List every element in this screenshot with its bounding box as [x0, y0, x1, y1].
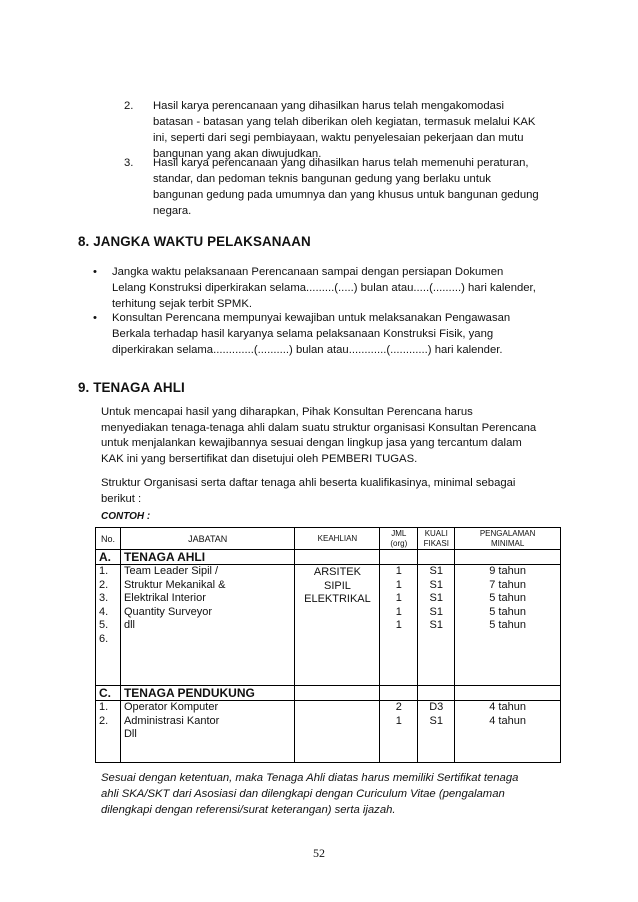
pengalaman-value: 9 tahun: [489, 565, 526, 577]
jabatan-item: Quantity Surveyor: [123, 605, 212, 618]
jml-value: 2: [395, 701, 402, 713]
row-number: 2.: [99, 578, 109, 591]
section-8-bullet: [93, 310, 563, 360]
header-line: MINIMAL: [490, 538, 525, 548]
header-jabatan: JABATAN: [120, 528, 295, 550]
tenaga-ahli-table: [95, 527, 561, 763]
page-number: 52: [313, 846, 325, 860]
kualifikasi-value: S1: [429, 565, 443, 577]
text-line: Sesuai dengan ketentuan, maka Tenaga Ahli diatas harus memiliki Sertifikat tenaga: [101, 772, 519, 784]
intro-item-3: [124, 155, 562, 221]
text-line: bangunan yang akan diwujudkan.: [153, 148, 322, 160]
intro-item-text: [153, 155, 562, 219]
text-line: bangunan gedung pada umumnya dan yang khusus untuk bangunan gedung: [153, 189, 539, 201]
text-line: Struktur Organisasi serta daftar tenaga ahli beserta kualifikasinya, minimal sebagai: [101, 477, 516, 489]
row-number: 2.: [99, 714, 109, 727]
jml-value: 1: [395, 605, 402, 618]
text-line: diperkirakan selama.............(..........) bulan atau............(............) hari kalender.: [112, 344, 503, 356]
section-c-label: C.: [96, 686, 121, 701]
text-line: Hasil karya perencanaan yang dihasilkan harus telah memenuhi peraturan,: [153, 157, 529, 169]
section-c-title: TENAGA PENDUKUNG: [120, 686, 295, 701]
row-number: 5.: [99, 619, 109, 631]
row-number: 1.: [99, 701, 109, 713]
text-line: Konsultan Perencana mempunyai kewajiban untuk melaksanakan Pengawasan: [112, 312, 511, 324]
closing-paragraph: [101, 770, 563, 818]
table-header-row: [96, 528, 561, 550]
text-line: batasan - batasan yang telah diberikan oleh kegiatan, termasuk melalui KAK: [153, 116, 536, 128]
section-8-bullet: [93, 264, 563, 314]
text-line: menyediakan tenaga-tenaga ahli dalam suatu struktur organisasi Konsultan Perencana: [101, 421, 537, 434]
section-9-paragraph-1: [101, 405, 563, 467]
text-line: terhitung sejak terbit SPMK.: [112, 298, 253, 310]
section-c-body-row: [96, 701, 561, 763]
jabatan-item: Dll: [123, 728, 137, 740]
text-line: ini, seperti dari segi pembiayaan, waktu penyelesaian pekerjaan dan mutu: [153, 132, 524, 144]
kualifikasi-value: D3: [429, 701, 444, 713]
header-line: KUALI: [424, 528, 448, 538]
header-keahlian: KEAHLIAN: [295, 528, 380, 550]
text-line: berikut :: [101, 492, 142, 505]
pengalaman-value: 5 tahun: [489, 605, 526, 618]
empty-cell: [295, 550, 380, 565]
text-line: Berkala terhadap hasil karyanya selama pelaksanaan Konstruksi Fisik, yang: [112, 328, 494, 340]
empty-cell: [295, 686, 380, 701]
text-line: dilengkapi dengan referensi/surat keterangan) serta ijazah.: [101, 804, 396, 816]
kualifikasi-value: S1: [429, 619, 443, 631]
pengalaman-value: 5 tahun: [489, 592, 526, 604]
bullet-text: [112, 310, 563, 358]
text-line: ahli SKA/SKT dari Asosiasi dan dilengkapi dengan Curiculum Vitae (pengalaman: [101, 788, 505, 800]
c-no-cell: [96, 701, 121, 763]
empty-cell: [455, 550, 561, 565]
jabatan-item: Team Leader Sipil /: [123, 565, 219, 577]
c-jml-cell: [380, 701, 418, 763]
kualifikasi-value: S1: [429, 714, 443, 727]
empty-cell: [455, 686, 561, 701]
text-line: negara.: [153, 205, 192, 217]
jabatan-item: Administrasi Kantor: [123, 714, 220, 727]
header-pengalaman: [455, 528, 561, 550]
pengalaman-value: 7 tahun: [489, 578, 526, 591]
bullet-dot: •: [93, 266, 97, 278]
jabatan-item: Elektrikal Interior: [123, 592, 206, 604]
c-keahlian-cell: [295, 701, 380, 763]
jml-value: 1: [395, 578, 402, 591]
jabatan-item: Struktur Mekanikal &: [123, 578, 226, 591]
text-line: Hasil karya perencanaan yang dihasilkan harus telah mengakomodasi: [153, 100, 505, 112]
a-keahlian-cell: [295, 565, 380, 686]
c-pengalaman-cell: [455, 701, 561, 763]
keahlian-item: ELEKTRIKAL: [304, 593, 371, 605]
intro-item-text: [153, 98, 562, 162]
empty-cell: [418, 550, 455, 565]
intro-item-number: 2.: [124, 100, 134, 112]
section-a-row: [96, 550, 561, 565]
text-line: untuk menjalankan kewajibannya sesuai dengan lingkup jasa yang tercantum dalam: [101, 437, 522, 449]
text-line: Jangka waktu pelaksanaan Perencanaan sampai dengan persiapan Dokumen: [112, 266, 504, 278]
pengalaman-value: 4 tahun: [489, 714, 526, 727]
header-kualifikasi: [418, 528, 455, 550]
jml-value: 1: [395, 592, 402, 604]
bullet-dot: •: [93, 312, 97, 324]
text-line: Untuk mencapai hasil yang diharapkan, Pihak Konsultan Perencana harus: [101, 406, 473, 418]
header-line: JML: [391, 528, 407, 538]
row-number: 4.: [99, 605, 109, 618]
kualifikasi-value: S1: [429, 592, 443, 604]
kualifikasi-value: S1: [429, 605, 443, 618]
section-9-paragraph-2: [101, 476, 563, 507]
row-number: 3.: [99, 592, 109, 604]
jml-value: 1: [395, 714, 402, 727]
pengalaman-value: 5 tahun: [489, 619, 526, 631]
keahlian-item: SIPIL: [323, 579, 351, 592]
section-a-title: TENAGA AHLI: [120, 550, 295, 565]
a-kualifikasi-cell: [418, 565, 455, 686]
section-a-label: A.: [96, 550, 121, 565]
header-jml: [380, 528, 418, 550]
pengalaman-value: 4 tahun: [489, 701, 526, 713]
a-jabatan-cell: [120, 565, 295, 686]
jabatan-item: Operator Komputer: [123, 701, 219, 713]
row-number: 1.: [99, 565, 109, 577]
a-pengalaman-cell: [455, 565, 561, 686]
section-8-heading: 8. JANGKA WAKTU PELAKSANAAN: [78, 234, 311, 249]
text-line: Lelang Konstruksi diperkirakan selama.........(.....) bulan atau.....(.........) hari kalender,: [112, 282, 536, 294]
contoh-label: CONTOH :: [101, 511, 151, 522]
kualifikasi-value: S1: [429, 578, 443, 591]
row-number: 6.: [99, 632, 109, 645]
section-a-body-row: [96, 565, 561, 686]
intro-item-number: 3.: [124, 157, 134, 169]
header-line: FIKASI: [423, 538, 449, 548]
jml-value: 1: [395, 619, 402, 631]
empty-cell: [380, 686, 418, 701]
bullet-text: [112, 264, 563, 312]
header-no: No.: [96, 528, 121, 550]
empty-cell: [380, 550, 418, 565]
text-line: KAK ini yang bersertifikat dan disetujui oleh PEMBERI TUGAS.: [101, 452, 418, 465]
keahlian-item: ARSITEK: [313, 566, 361, 578]
empty-cell: [418, 686, 455, 701]
jabatan-item: dll: [123, 619, 135, 631]
section-c-row: [96, 686, 561, 701]
section-9-heading: 9. TENAGA AHLI: [78, 380, 185, 395]
text-line: standar, dan pedoman teknis bangunan gedung yang berlaku untuk: [153, 173, 491, 185]
c-jabatan-cell: [120, 701, 295, 763]
a-no-cell: [96, 565, 121, 686]
c-kualifikasi-cell: [418, 701, 455, 763]
header-line: (org): [390, 538, 408, 548]
jml-value: 1: [395, 565, 402, 577]
header-line: PENGALAMAN: [479, 528, 536, 538]
a-jml-cell: [380, 565, 418, 686]
